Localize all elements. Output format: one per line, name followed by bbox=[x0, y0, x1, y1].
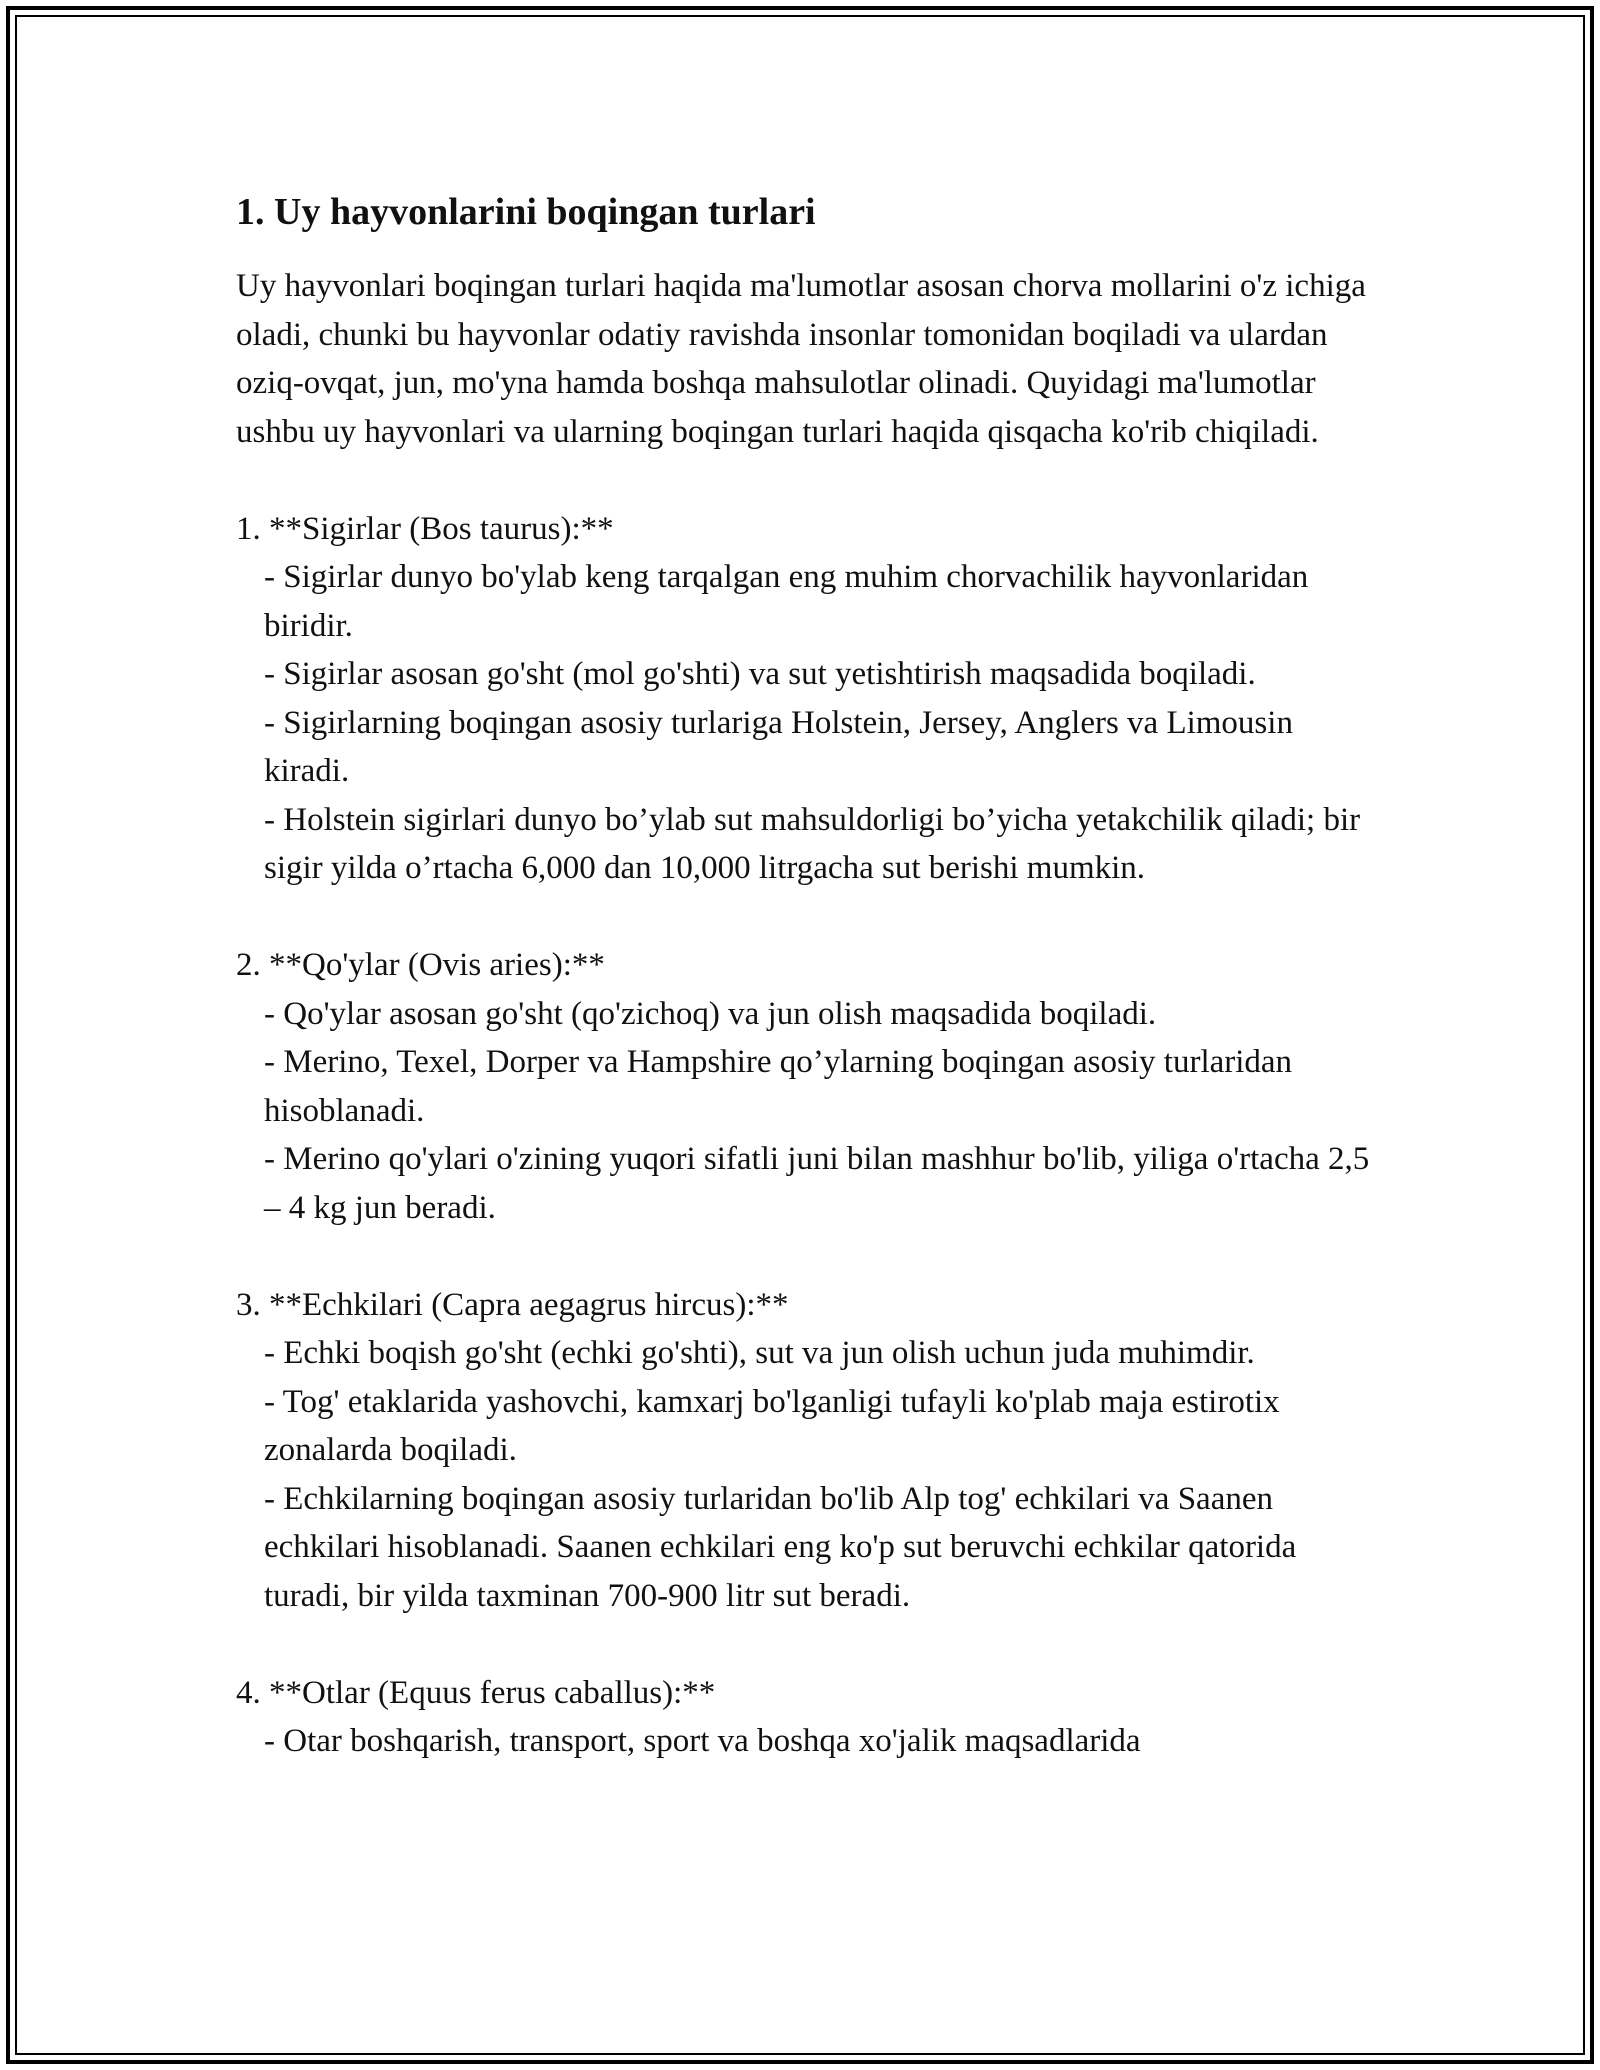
section-horses bbox=[236, 1669, 1386, 1766]
bullet-item: - Merino qo'ylari o'zining yuqori sifatli juni bilan mashhur bo'lib, yiliga o'rtacha 2,5 – 4 kg jun beradi. bbox=[264, 1141, 1378, 1226]
bullet-item: - Sigirlar asosan go'sht (mol go'shti) va sut yetishtirish maqsadida boqiladi. bbox=[264, 656, 1256, 692]
bullet-item: - Qo'ylar asosan go'sht (qo'zichoq) va jun olish maqsadida boqiladi. bbox=[264, 995, 1157, 1032]
bullet-item: - Sigirlarning boqingan asosiy turlariga Holstein, Jersey, Anglers va Limousin kiradi. bbox=[264, 704, 1302, 789]
bullet-item: - Holstein sigirlari dunyo bo’ylab sut mahsuldorligi bo’yicha yetakchilik qiladi; bir sigir yilda o’rtacha 6,000 dan 10,000 litrgacha sut berishi mumkin. bbox=[264, 801, 1369, 886]
bullet-item: - Merino, Texel, Dorper va Hampshire qo’ylarning boqingan asosiy turlaridan hisoblanadi. bbox=[264, 1044, 1301, 1129]
section-title: 1. **Sigirlar (Bos taurus):** bbox=[236, 510, 614, 547]
bullet-item: - Echkilarning boqingan asosiy turlaridan bo'lib Alp tog' echkilari va Saanen echkilari hisoblanadi. Saanen echkilari eng ko'p sut beruvchi echkilar qatorida turadi, bir yilda taxminan 700-900 litr sut beradi. bbox=[264, 1480, 1305, 1614]
intro-paragraph: Uy hayvonlari boqingan turlari haqida ma'lumotlar asosan chorva mollarini o'z ichiga oladi, chunki bu hayvonlar odatiy ravishda insonlar tomonidan boqiladi va ulardan oziq-ovqat, jun, mo'yna hamda boshqa mahsulotlar olinadi. Quyidagi ma'lumotlar ushbu uy hayvonlari va ularning boqingan turlari haqida qisqacha ko'rib chiqiladi. bbox=[236, 268, 1375, 450]
section-sheep bbox=[236, 941, 1386, 1232]
section-title: 4. **Otlar (Equus ferus caballus):** bbox=[236, 1674, 716, 1711]
document-body bbox=[236, 188, 1386, 1766]
section-spacer bbox=[236, 893, 1386, 942]
section-spacer bbox=[236, 456, 1386, 505]
bullet-item: - Tog' etaklarida yashovchi, kamxarj bo'lganligi tufayli ko'plab maja estirotix zonalarda boqiladi. bbox=[264, 1383, 1288, 1468]
section-cows bbox=[236, 505, 1386, 893]
document-heading: 1. Uy hayvonlarini boqingan turlari bbox=[236, 191, 816, 233]
section-goats bbox=[236, 1281, 1386, 1621]
bullet-item: - Sigirlar dunyo bo'ylab keng tarqalgan eng muhim chorvachilik hayvonlaridan biridir. bbox=[264, 559, 1317, 644]
bullet-item: - Echki boqish go'sht (echki go'shti), sut va jun olish uchun juda muhimdir. bbox=[264, 1335, 1255, 1371]
bullet-item: - Otar boshqarish, transport, sport va boshqa xo'jalik maqsadlarida bbox=[264, 1723, 1141, 1759]
section-title: 2. **Qo'ylar (Ovis aries):** bbox=[236, 947, 605, 983]
section-title: 3. **Echkilari (Capra aegagrus hircus):** bbox=[236, 1286, 789, 1323]
section-spacer bbox=[236, 1620, 1386, 1669]
section-spacer bbox=[236, 1232, 1386, 1281]
